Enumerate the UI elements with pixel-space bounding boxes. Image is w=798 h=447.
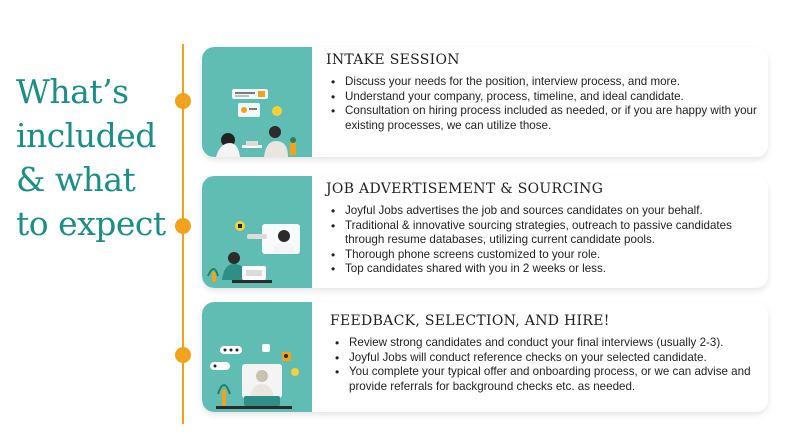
step-card-intake <box>202 47 768 157</box>
heading-line-3: & what <box>16 160 136 199</box>
page-heading <box>16 70 186 246</box>
list-item: • You complete your typical offer and onboarding process, or we can advise and provide referrals for background checks etc. as needed. <box>330 365 758 394</box>
step-bullets <box>326 204 758 277</box>
step-card-body <box>312 302 768 412</box>
video-interview-illustration <box>202 302 312 412</box>
timeline-dot-3 <box>175 347 191 363</box>
list-item: • Joyful Jobs will conduct reference checks on your selected candidate. <box>330 351 758 366</box>
list-item: • Consultation on hiring process included as needed, or if you are happy with your existing processes, we can utilize those. <box>326 104 758 133</box>
step-card-sourcing <box>202 176 768 288</box>
step-title: JOB ADVERTISEMENT & SOURCING <box>326 181 604 197</box>
step-card-body <box>312 176 768 288</box>
step-title: INTAKE SESSION <box>326 52 460 68</box>
timeline-dot-2 <box>175 218 191 234</box>
step-title: FEEDBACK, SELECTION, AND HIRE! <box>330 313 610 329</box>
list-item: • Traditional & innovative sourcing strategies, outreach to passive candidates through resume databases, utilizing current candidate pools. <box>326 219 758 248</box>
timeline-dot-1 <box>175 93 191 109</box>
step-card-body <box>312 47 768 157</box>
phone-call-illustration <box>202 176 312 288</box>
heading-line-4: to expect <box>16 204 166 243</box>
step-bullets <box>330 336 758 394</box>
list-item: • Understand your company, process, timeline, and ideal candidate. <box>326 90 758 105</box>
heading-line-2: included <box>16 116 156 155</box>
step-card-hire <box>202 302 768 412</box>
list-item: • Joyful Jobs advertises the job and sources candidates on your behalf. <box>326 204 758 219</box>
list-item: • Top candidates shared with you in 2 weeks or less. <box>326 262 758 277</box>
list-item: • Thorough phone screens customized to your role. <box>326 248 758 263</box>
list-item: • Discuss your needs for the position, interview process, and more. <box>326 75 758 90</box>
step-bullets <box>326 75 758 133</box>
heading-line-1: What’s <box>16 72 129 111</box>
two-people-meeting-illustration <box>202 47 312 157</box>
list-item: • Review strong candidates and conduct your final interviews (usually 2-3). <box>330 336 758 351</box>
